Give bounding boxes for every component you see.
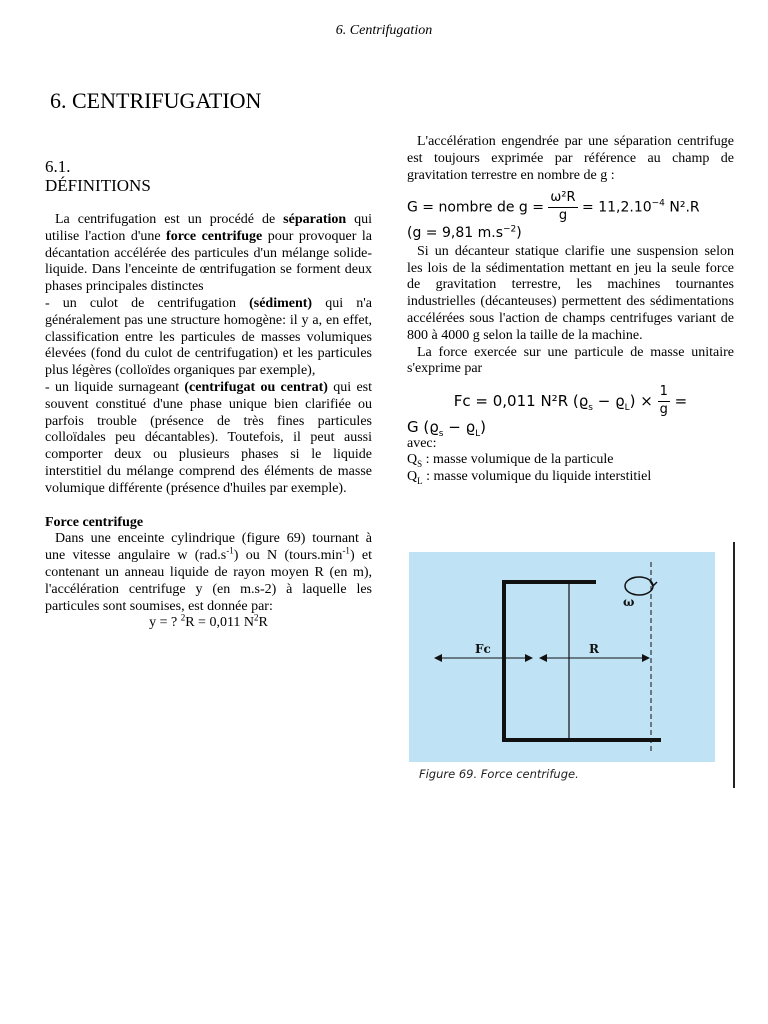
- running-head: 6. Centrifugation: [335, 23, 433, 38]
- equation-acceleration: y = ? $^2$R = 0,011 $N^2R$: [149, 612, 268, 631]
- definition-qs: $Q_S$ : masse volumique de la particule: [407, 452, 614, 470]
- paragraph-force: Dans une enceinte cylindrique (figure 69) tournant à une vitesse angulaire w $(rad.s^{-1})$ ou N $(tours.\min^{-1})$ et contenant un anneau liquide de rayon moyen R (en m), l'accélération centrifuge y (en m.s-2) à laquelle les particules sont soumises, est donnée par:: [45, 531, 373, 614]
- figure-69: [405, 542, 735, 788]
- r-label: R: [589, 642, 599, 656]
- paragraph-force-particule: La force exercée sur une particule de masse unitaire s'exprime par: [407, 344, 734, 377]
- avec-label: avec:: [407, 435, 437, 451]
- section-number: 6.1.: [45, 157, 71, 176]
- paragraph-culot: - un culot de centrifugation (sédiment) qui n'a généralement pas une structure homogène: il y a, en effet, classification entre les particules de masses volumiques élevées (fond du culot de centrifugation) et les particules plus légères (colloïdes organiques par exemple),: [45, 295, 372, 379]
- figure-69-diagram: [405, 542, 731, 788]
- definition-ql: $Q_L$ : masse volumique du liquide interstitiel: [407, 469, 652, 486]
- section-heading: [45, 157, 151, 195]
- paragraph-surnageant: - un liquide surnageant (centrifugat ou centrat) qui est souvent constitué d'une phase unique bien clarifiée ou parfois trouble (présence de très fines particules colloïdales peu décantables). Toutefois, il peut aussi comporter deux ou plusieurs phases si le liquide interstitiel du mélange comprend des éléments de masse volumique différente (présence d'huiles par exemple).: [45, 379, 372, 496]
- omega-label: ω: [623, 595, 635, 609]
- chapter-title: 6. CENTRIFUGATION: [50, 88, 262, 113]
- paragraph-acceleration-g: L'accélération engendrée par une séparation centrifuge est toujours exprimée par référence au champ de gravitation terrestre en nombre de g :: [407, 134, 734, 183]
- fc-label: Fc: [475, 642, 491, 656]
- formula-nombre-de-g: G = nombre de g = $\frac{\text{ω²R}}{g}$ = $11,2.10^{-4}$ N².R (g = 9,81 $m.s^{-2}$): [407, 190, 700, 241]
- formula-force-centrifuge: Fc = 0,011 N²R $(ϱ_s - ϱ_L)$ × $\frac{1}{g}$ = G $(ϱ_s - ϱ_L)$: [407, 384, 688, 439]
- figure-caption: Figure 69. Force centrifuge.: [419, 767, 579, 781]
- paragraph-definition: La centrifugation est un procédé de séparation qui utilise l'action d'une force centrifuge pour provoquer la décantation accélérée des particules d'un mélange solide-liquide. Dans l'enceinte de œntrifugation se forment deux phases principales distinctes: [45, 212, 373, 295]
- left-column: [45, 212, 372, 632]
- paragraph-decanteur: Si un décanteur statique clarifie une suspension selon les lois de la sédimentation mettant en jeu la seule force de gravitation terrestre, les machines tournantes industrielles (décanteuses) permettent des sédimentations accélérées sous l'action de champs centrifuges variant de 800 à 4000 g selon la taille de la machine.: [407, 243, 734, 343]
- right-column: [407, 134, 734, 486]
- force-heading: Force centrifuge: [45, 514, 144, 530]
- section-title: DÉFINITIONS: [45, 176, 151, 195]
